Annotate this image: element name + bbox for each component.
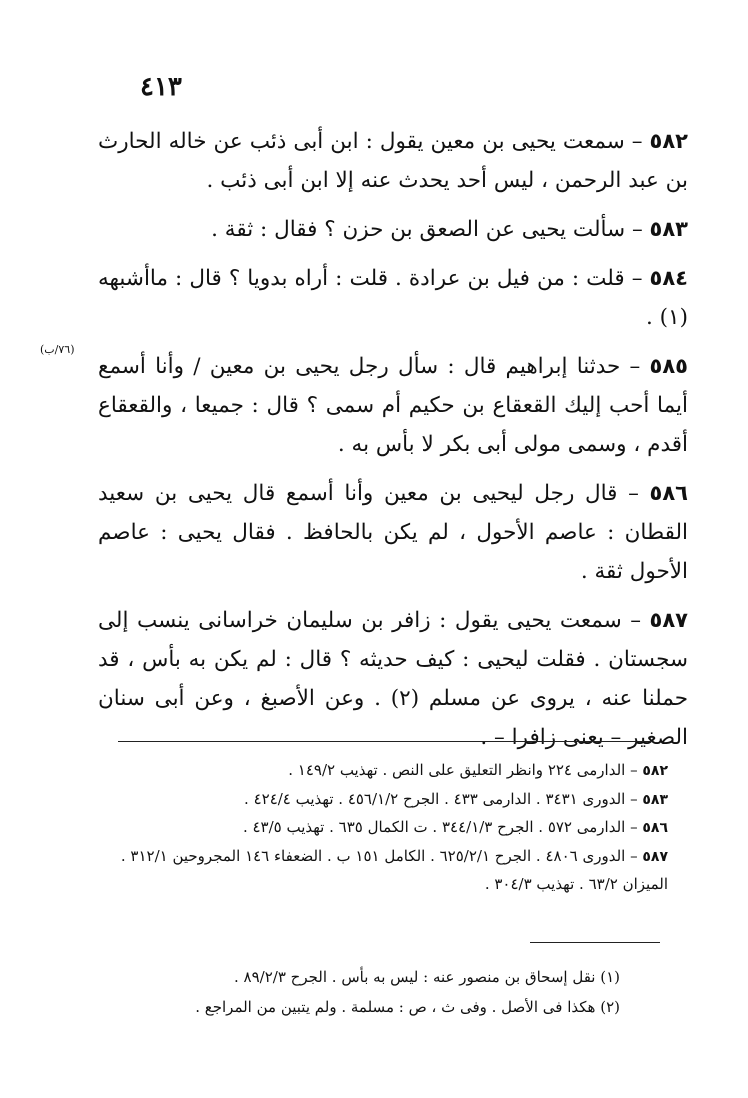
- entry-number: ٥٨٧: [649, 608, 688, 632]
- margin-folio-note: (٧٦/ب): [40, 343, 75, 356]
- reference-587: [80, 843, 668, 899]
- entry-587: [98, 601, 688, 757]
- entry-585: [98, 347, 688, 464]
- entry-text: – سألت يحيى عن الصعق بن حزن ؟ فقال : ثقة .: [211, 217, 650, 242]
- page-number: ٤١٣: [140, 72, 182, 102]
- entry-number: ٥٨٣: [649, 217, 688, 241]
- entry-number: ٥٨٢: [649, 129, 688, 153]
- reference-number: ٥٨٢: [642, 763, 668, 779]
- entry-number: ٥٨٦: [649, 481, 688, 505]
- reference-number: ٥٨٣: [642, 791, 668, 808]
- entry-number: ٥٨٥: [649, 354, 688, 378]
- reference-text: – الدارمى ٥٧٢ . الجرح ٣٤٤/١/٣ . ت الكمال ٦٣٥ . تهذيب ٤٣/٥ .: [242, 818, 643, 836]
- entry-text: – قال رجل ليحيى بن معين وأنا أسمع قال يحيى بن سعيد القطان : عاصم الأحول ، لم يكن بالحافظ . فقال يحيى : عاصم الأحول ثقة .: [98, 481, 688, 584]
- references-section: [80, 757, 668, 899]
- reference-583: [80, 786, 668, 815]
- entry-text: – سمعت يحيى بن معين يقول : ابن أبى ذئب عن خاله الحارث بن عبد الرحمن ، ليس أحد يحدث عنه إلا ابن أبى ذئب .: [98, 129, 688, 193]
- entry-number: ٥٨٤: [649, 266, 688, 290]
- entry-text: – سمعت يحيى يقول : زافر بن سليمان خراسانى ينسب إلى سجستان . فقلت ليحيى : كيف حديثه ؟ قال : لم يكن به بأس ، قد حملنا عنه ، يروى عن مسلم (٢) . وعن الأصبغ ، وعن أبى سنان الصغير – يعنى زافرا – .: [98, 608, 688, 750]
- reference-582: [80, 757, 668, 786]
- reference-text: – الدارمى ٢٢٤ وانظر التعليق على النص . تهذيب ١٤٩/٢ .: [288, 761, 643, 779]
- footnote-2: (٢) هكذا فى الأصل . وفى ث ، ص : مسلمة . ولم يتبين من المراجع .: [195, 998, 620, 1016]
- reference-text: – الدورى ٣٤٣١ . الدارمى ٤٣٣ . الجرح ٤٥٦/١/٢ . تهذيب ٤٢٤/٤ .: [244, 789, 643, 808]
- reference-text: – الدورى ٤٨٠٦ . الجرح ٦٢٥/٢/١ . الكامل ١٥١ ب . الضعفاء ١٤٦ المجروحين ٣١٢/١ . الميزان ٦٣/٢ . تهذيب ٣٠٤/٣ .: [120, 846, 668, 893]
- entry-583: [98, 210, 688, 249]
- entry-584: [98, 259, 688, 337]
- main-text: [98, 122, 688, 767]
- footnote-1: (١) نقل إسحاق بن منصور عنه : ليس به بأس . الجرح ٨٩/٢/٣ .: [234, 968, 620, 986]
- entry-text: – حدثنا إبراهيم قال : سأل رجل يحيى بن معين / وأنا أسمع أيما أحب إليك القعقاع بن حكيم أم سمى ؟ قال : جميعا ، والقعقاع أقدم ، وسمى مولى أبى بكر لا بأس به .: [98, 354, 688, 457]
- reference-number: ٥٨٧: [642, 848, 668, 865]
- entry-text: – قلت : من فيل بن عرادة . قلت : أراه بدويا ؟ قال : ماأشبهه (١) .: [98, 266, 688, 330]
- references-divider: [118, 741, 652, 742]
- footnotes-divider: [530, 942, 660, 943]
- footnotes-section: [120, 962, 620, 1022]
- entry-582: [98, 122, 688, 200]
- reference-number: ٥٨٦: [642, 820, 668, 836]
- reference-586: [80, 814, 668, 843]
- entry-586: [98, 474, 688, 591]
